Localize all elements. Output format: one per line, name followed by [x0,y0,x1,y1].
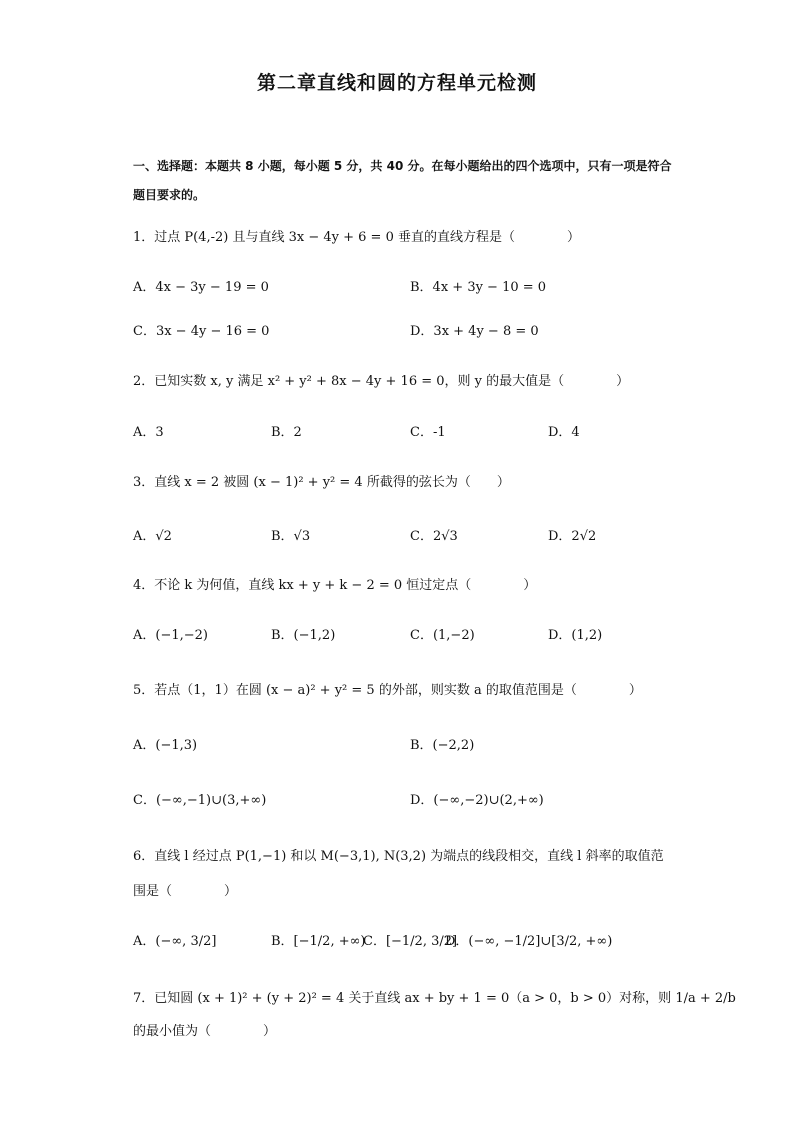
question-2-stem: 2．已知实数 x, y 满足 x² + y² + 8x − 4y + 16 = 0，则 y 的最大值是（ ） [133,374,630,389]
question-4-option-d: D．(1,2) [548,628,603,643]
question-5-option-d: D．(−∞,−2)∪(2,+∞) [410,793,544,808]
question-2-option-b: B．2 [271,425,302,440]
question-3-option-c: C．2√3 [410,529,458,544]
question-1-stem: 1．过点 P(4,-2) 且与直线 3x − 4y + 6 = 0 垂直的直线方程是（ ） [133,230,580,245]
question-1-option-b: B．4x + 3y − 10 = 0 [410,280,547,295]
question-5-option-c: C．(−∞,−1)∪(3,+∞) [133,793,267,808]
question-4-stem: 4．不论 k 为何值，直线 kx + y + k − 2 = 0 恒过定点（ ） [133,578,537,593]
question-5-option-a: A．(−1,3) [133,738,198,753]
question-3-option-d: D．2√2 [548,529,597,544]
question-3-option-a: A．√2 [133,529,172,544]
question-6-option-b: B．[−1/2, +∞) [271,934,366,949]
question-3-stem: 3．直线 x = 2 被圆 (x − 1)² + y² = 4 所截得的弦长为（ ） [133,475,510,490]
question-2-option-a: A．3 [133,425,164,440]
question-4-option-a: A．(−1,−2) [133,628,208,643]
question-4-option-c: C．(1,−2) [410,628,475,643]
question-6-option-d: D．(−∞, −1/2]∪[3/2, +∞) [445,934,613,949]
question-2-option-c: C．-1 [410,425,446,440]
question-7-stem-continued: 的最小值为（ ） [133,1024,277,1039]
question-2-option-d: D．4 [548,425,580,440]
question-5-option-b: B．(−2,2) [410,738,475,753]
question-5-stem: 5．若点（1，1）在圆 (x − a)² + y² = 5 的外部，则实数 a 的取值范围是（ ） [133,683,642,698]
question-1-option-a: A．4x − 3y − 19 = 0 [133,280,269,295]
question-3-option-b: B．√3 [271,529,311,544]
page-title: 第二章直线和圆的方程单元检测 [256,72,537,94]
question-6-option-c: C．[−1/2, 3/2] [363,934,458,949]
question-1-option-c: C．3x − 4y − 16 = 0 [133,324,270,339]
question-6-stem-continued: 围是（ ） [133,884,238,899]
question-4-option-b: B．(−1,2) [271,628,336,643]
question-7-stem: 7．已知圆 (x + 1)² + (y + 2)² = 4 关于直线 ax + by + 1 = 0（a > 0，b > 0）对称，则 1/a + 2/b [133,991,736,1006]
question-1-option-d: D．3x + 4y − 8 = 0 [410,324,539,339]
question-6-stem: 6．直线 l 经过点 P(1,−1) 和以 M(−3,1), N(3,2) 为端点的线段相交，直线 l 斜率的取值范 [133,849,664,864]
section-heading: 一、选择题：本题共 8 小题，每小题 5 分，共 40 分。在每小题给出的四个选项中，只有一项是符合题目要求的。 [133,159,672,202]
question-6-option-a: A．(−∞, 3/2] [133,934,217,949]
